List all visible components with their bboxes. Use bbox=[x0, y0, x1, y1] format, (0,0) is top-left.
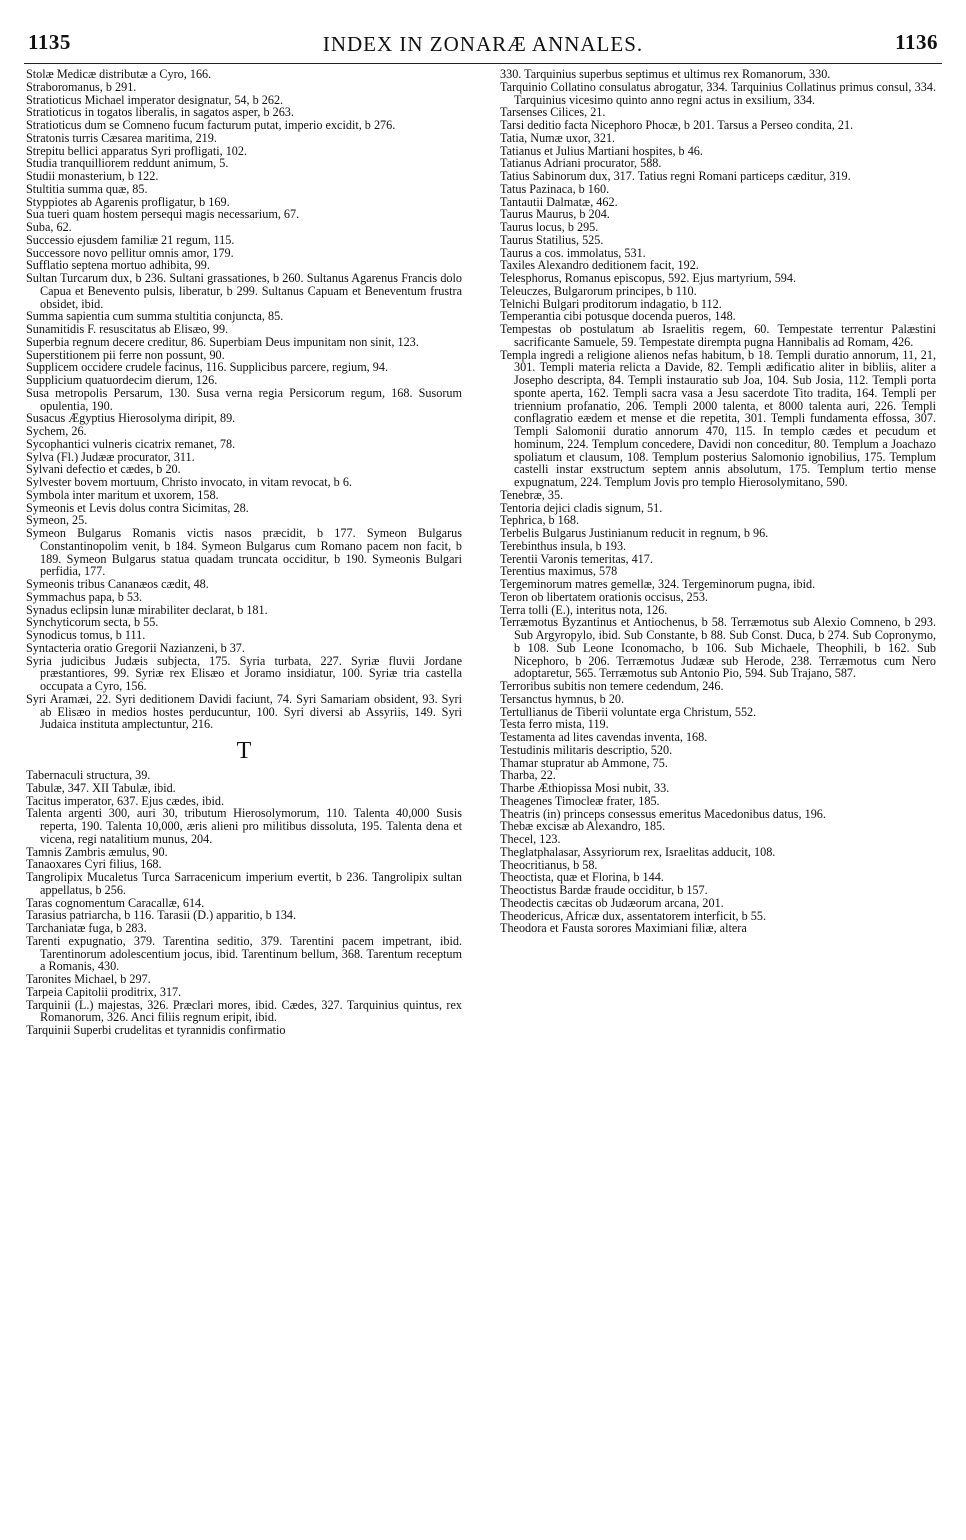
index-entry: Teron ob libertatem orationis occisus, 253. bbox=[500, 589, 708, 604]
index-entry: Terroribus subitis non temere cedendum, 246. bbox=[500, 679, 724, 693]
right-column bbox=[500, 68, 936, 935]
index-entry: Symbola inter maritum et uxorem, 158. bbox=[26, 487, 219, 502]
index-entry: Studii monasterium, b 122. bbox=[26, 169, 159, 183]
left-entries-t bbox=[26, 769, 462, 1037]
index-entry: Terra tolli (E.), interitus nota, 126. bbox=[500, 602, 668, 617]
index-entry: Terræmotus Byzantinus et Antiochenus, b 58. Terræmotus sub Alexio Comneno, b 293. Sub Argyropylo, ibid. Sub Constante, b 88. Sub Const. Duca, b 274. Sub Copronymo, b 108. Sub Leone Iconomacho, b 106. Sub Michaele, Theophili, b 162. Sub Nicephoro, b 206. Terræmotus Judææ sub Herode, 238. Terræmotus cum Nero adoptaretur, 565. Terræmotus sub Antonio Pio, 594. Sub Trajano, 587. bbox=[500, 615, 936, 681]
index-entry: Syria judicibus Judæis subjecta, 175. Syria turbata, 227. Syriæ fluvii Jordane præstantiores, 99. Syriæ rex Elisæo et Joramo insidiatur, 100. Syriæ tria castella occupata a Cyro, 156. bbox=[26, 653, 462, 693]
left-entries-s bbox=[26, 68, 462, 731]
index-entry: Straboromanus, b 291. bbox=[26, 79, 137, 94]
index-entry: Tarsenses Cilices, 21. bbox=[500, 105, 606, 120]
index-entry: Tergeminorum matres gemellæ, 324. Tergeminorum pugna, ibid. bbox=[500, 577, 816, 591]
index-entry: Studia tranquilliorem reddunt animum, 5. bbox=[26, 156, 229, 171]
index-entry: Tertullianus de Tiberii voluntate erga Christum, 552. bbox=[500, 704, 757, 719]
index-entry: Taronites Michael, b 297. bbox=[26, 972, 151, 986]
index-entry: Tatianus Adriani procurator, 588. bbox=[500, 156, 662, 171]
index-entry: Synchyticorum secta, b 55. bbox=[26, 615, 159, 630]
index-entry: Tersanctus hymnus, b 20. bbox=[500, 691, 625, 706]
index-entry: Sylvester bovem mortuum, Christo invocato, in vitam revocat, b 6. bbox=[26, 475, 352, 489]
left-column bbox=[26, 68, 462, 1037]
index-entry: Synodicus tomus, b 111. bbox=[26, 628, 146, 642]
index-entry: Theoctista, quæ et Florina, b 144. bbox=[500, 870, 664, 885]
index-entry: Suba, 62. bbox=[26, 220, 72, 234]
index-entry: Sua tueri quam hostem persequi magis necessarium, 67. bbox=[26, 207, 300, 222]
section-letter: T bbox=[236, 738, 252, 764]
index-entry: Testamenta ad lites cavendas inventa, 168. bbox=[500, 730, 708, 744]
index-entry: Stratioticus Michael imperator designatur, 54, b 262. bbox=[26, 92, 284, 107]
index-entry: Theoctistus Bardæ fraude occiditur, b 157. bbox=[500, 883, 708, 897]
index-entry: Theocritianus, b 58. bbox=[500, 857, 598, 872]
index-entry: Susa metropolis Persarum, 130. Susa verna regia Persicorum regum, 168. Susorum opulentia, 190. bbox=[26, 385, 462, 413]
index-entry: Successore novo pellitur omnis amor, 179. bbox=[26, 245, 234, 260]
index-entry: Tephrica, b 168. bbox=[500, 513, 580, 528]
index-entry: Stratioticus dum se Comneno fucum facturum putat, imperio excidit, b 276. bbox=[26, 118, 396, 132]
index-entry: Theodectis cæcitas ob Judæorum arcana, 201. bbox=[500, 895, 724, 910]
index-entry: Tarquinii Superbi crudelitas et tyrannidis confirmatio bbox=[26, 1023, 286, 1037]
index-entry: Tarchaniatæ fuga, b 283. bbox=[26, 921, 147, 935]
index-entry: Tarquinio Collatino consulatus abrogatur, 334. Tarquinius Collatinus primus consul, 334. Tarquinius vicesimo quinto anno regni actus in exsilium, 334. bbox=[500, 79, 936, 107]
index-entry: Tharbe Æthiopissa Mosi nubit, 33. bbox=[500, 781, 670, 795]
index-entry: Synadus eclipsin lunæ mirabiliter declarat, b 181. bbox=[26, 602, 268, 617]
index-entry: Thebæ excisæ ab Alexandro, 185. bbox=[500, 819, 666, 834]
index-entry: Theglatphalasar, Assyriorum rex, Israelitas adducit, 108. bbox=[500, 844, 776, 859]
index-entry: Sultan Turcarum dux, b 236. Sultani grassationes, b 260. Sultanus Agarenus Francis dolo Capua et Benevento pulsis, liberatur, b 299. Sultanus Capuam et Beneventum frustra obsidet, ibid. bbox=[26, 271, 462, 311]
index-entry: Theagenes Timocleæ frater, 185. bbox=[500, 793, 660, 808]
index-entry: Tangrolipix Mucaletus Turca Sarracenicum imperium evertit, b 236. Tangrolipix sultan appellatus, b 256. bbox=[26, 870, 462, 897]
page-number-right: 1136 bbox=[895, 30, 938, 54]
index-entry: Tabernaculi structura, 39. bbox=[26, 768, 151, 782]
page-header bbox=[22, 30, 944, 60]
index-entry: Tentoria dejici cladis signum, 51. bbox=[500, 500, 663, 515]
index-entry: Symeonis tribus Cananæos cædit, 48. bbox=[26, 577, 209, 591]
index-entry: Strepitu bellici apparatus Syri profligati, 102. bbox=[26, 143, 248, 158]
index-entry: Testudinis militaris descriptio, 520. bbox=[500, 742, 673, 757]
index-entry: Successio ejusdem familiæ 21 regum, 115. bbox=[26, 232, 235, 247]
index-entry: Syntacteria oratio Gregorii Nazianzeni, b 37. bbox=[26, 640, 245, 655]
index-entry: Symmachus papa, b 53. bbox=[26, 589, 143, 604]
index-entry: Thecel, 123. bbox=[500, 832, 561, 846]
index-entry: Tamnis Zambris æmulus, 90. bbox=[26, 844, 168, 859]
index-entry: Terbelis Bulgarus Justinianum reducit in regnum, b 96. bbox=[500, 526, 769, 540]
index-entry: Templa ingredi a religione alienos nefas habitum, b 18. Templi duratio annorum, 11, 21, 301. Templi materia relicta a Davide, 82. Templi ædificatio aliter in bibliis, aliter a Josepho descripta, 84. Templi instauratio sub Joa, 104. Sub Josia, 112. Templi porta sponte aperta, 162. Templi sacra vasa a Jesu sacerdote Tito tradita, 164. Templi per triennium profanatio, 206. Templi 2000 talenta, et 8000 talenta auri, 226. Templi conflagratio eædem et mense et die repetita, 301. Templi fundamenta effossa, 307. Templi Salomonii duratio annorum 470, 115. In templo cædes et pecudum et hominum, 224. Templum concedere, Davidi non conceditur, 80. Templum a Joachazo spoliatum et clausum, 108. Templum posterius Salomonio ignobilius, 175. Templum castelli instar exstructum septem annis absolutum, 175. Templum tertio mense expugnatum, 224. Templum Jovis pro templo Hierosolymitano, 590. bbox=[500, 347, 936, 489]
index-entry: Supplicium quatuordecim dierum, 126. bbox=[26, 373, 218, 387]
index-entry: Taurus Maurus, b 204. bbox=[500, 207, 610, 222]
index-entry: Susacus Ægyptius Hierosolyma diripit, 89. bbox=[26, 411, 236, 426]
index-entry: Sychem, 26. bbox=[26, 424, 87, 438]
index-entry: Tanaoxares Cyri filius, 168. bbox=[26, 857, 162, 872]
index-entry: Sycophantici vulneris cicatrix remanet, 78. bbox=[26, 436, 236, 451]
index-entry: Taurus a cos. immolatus, 531. bbox=[500, 245, 646, 260]
index-entry: Thamar stupratur ab Ammone, 75. bbox=[500, 755, 668, 770]
index-entry: Taurus locus, b 295. bbox=[500, 220, 599, 234]
index-entry: Syri Aramæi, 22. Syri deditionem Davidi faciunt, 74. Syri Samariam obsident, 93. Syri ab Elisæo in medios hostes perducuntur, 100. Syri diversi ab Assyriis, 149. Syri Judaica instituta amplectuntur, 216. bbox=[26, 691, 462, 732]
header-rule bbox=[24, 63, 942, 64]
running-title: INDEX IN ZONARÆ ANNALES. bbox=[322, 32, 644, 56]
index-entry: Tacitus imperator, 637. Ejus cædes, ibid. bbox=[26, 793, 225, 808]
index-entry: Stratioticus in togatos liberalis, in sagatos asper, b 263. bbox=[26, 105, 294, 120]
index-entry: Tenebræ, 35. bbox=[500, 487, 564, 502]
index-entry: Theodericus, Africæ dux, assentatorem interficit, b 55. bbox=[500, 908, 767, 923]
index-entry: Tatia, Numæ uxor, 321. bbox=[500, 130, 616, 145]
index-entry: 330. Tarquinius superbus septimus et ultimus rex Romanorum, 330. bbox=[500, 67, 831, 81]
index-entry: Telnichi Bulgari proditorum indagatio, b 112. bbox=[500, 296, 722, 311]
index-entry: Terentius maximus, 578 bbox=[500, 564, 618, 579]
index-entry: Tarenti expugnatio, 379. Tarentina seditio, 379. Tarentini pacem impetrant, ibid. Tarentinorum adolescentium jocus, ibid. Tarentinum bellum, 368. Tarentum receptum a Romanis, 430. bbox=[26, 933, 462, 974]
index-entry: Taras cognomentum Caracallæ, 614. bbox=[26, 895, 205, 910]
index-entry: Tarquinii (L.) majestas, 326. Præclari mores, ibid. Cædes, 327. Tarquinius quintus, rex Romanorum, 326. Anci filiis regnum eripit, ibid. bbox=[26, 997, 462, 1025]
index-entry: Styppiotes ab Agarenis profligatur, b 169. bbox=[26, 194, 230, 209]
index-entry: Tarasius patriarcha, b 116. Tarasii (D.) apparitio, b 134. bbox=[26, 908, 297, 923]
index-entry: Sufflatio septena mortuo adhibita, 99. bbox=[26, 258, 210, 273]
index-entry: Superbia regnum decere creditur, 86. Superbiam Deus impunitam non sinit, 123. bbox=[26, 334, 419, 349]
index-entry: Stolæ Medicæ distributæ a Cyro, 166. bbox=[26, 67, 212, 81]
index-entry: Tarsi deditio facta Nicephoro Phocæ, b 201. Tarsus a Perseo condita, 21. bbox=[500, 118, 854, 132]
index-entry: Teleuczes, Bulgarorum principes, b 110. bbox=[500, 283, 697, 298]
index-entry: Symeon, 25. bbox=[26, 513, 88, 528]
index-entry: Tatianus et Julius Martiani hospites, b 46. bbox=[500, 143, 703, 158]
index-entry: Telesphorus, Romanus episcopus, 592. Ejus martyrium, 594. bbox=[500, 271, 797, 285]
page-number-left: 1135 bbox=[28, 30, 71, 54]
index-entry: Superstitionem pii ferre non possunt, 90. bbox=[26, 347, 225, 362]
index-entry: Symeon Bulgarus Romanis victis nasos præcidit, b 177. Symeon Bulgarus Constantinopolim venit, b 184. Symeon Bulgarus cum Romano pacem non facit, b 189. Symeon Bulgarus statua quadam truncata occiditur, b 190. Symeonis Bulgari perfidia, 177. bbox=[26, 526, 462, 579]
index-entry: Taxiles Alexandro deditionem facit, 192. bbox=[500, 258, 699, 273]
index-entry: Tantautii Dalmatæ, 462. bbox=[500, 194, 618, 209]
index-entry: Tharba, 22. bbox=[500, 768, 556, 783]
index-entry: Temperantia cibi potusque docenda pueros, 148. bbox=[500, 309, 736, 324]
index-entry: Sylva (Fl.) Judææ procurator, 311. bbox=[26, 449, 195, 464]
index-entry: Tempestas ob postulatum ab Israelitis regem, 60. Tempestate terrentur Palæstini sacrificante Samuele, 59. Tempestate dirempta pugna Hannibalis ad Romam, 426. bbox=[500, 322, 936, 349]
index-entry: Testa ferro mista, 119. bbox=[500, 717, 609, 732]
index-entry: Tatius Sabinorum dux, 317. Tatius regni Romani particeps cæditur, 319. bbox=[500, 169, 851, 183]
index-entry: Sunamitidis F. resuscitatus ab Elisæo, 99. bbox=[26, 322, 229, 336]
index-entry: Tarpeia Capitolii proditrix, 317. bbox=[26, 984, 182, 999]
index-entry: Stultitia summa quæ, 85. bbox=[26, 181, 148, 196]
index-entry: Tabulæ, 347. XII Tabulæ, ibid. bbox=[26, 780, 176, 795]
index-entry: Stratonis turris Cæsarea maritima, 219. bbox=[26, 130, 217, 145]
index-entry: Symeonis et Levis dolus contra Sicimitas, 28. bbox=[26, 500, 249, 515]
index-entry: Terentii Varonis temeritas, 417. bbox=[500, 551, 653, 566]
index-entry: Theodora et Fausta sorores Maximiani filiæ, altera bbox=[500, 921, 747, 936]
index-entry: Taurus Statilius, 525. bbox=[500, 232, 604, 247]
index-entry: Talenta argenti 300, auri 30, tributum Hierosolymorum, 110. Talenta 40,000 Susis reperta, 190. Talenta 10,000, æris alieni pro militibus dissoluta, 195. Talenta dena et vicena, regi natalitium munus, 204. bbox=[26, 806, 462, 846]
index-entry: Terebinthus insula, b 193. bbox=[500, 538, 627, 553]
index-entry: Theatris (in) princeps consessus emeritus Macedonibus datus, 196. bbox=[500, 806, 826, 821]
index-entry: Tatus Pazinaca, b 160. bbox=[500, 181, 610, 196]
index-entry: Sylvani defectio et cædes, b 20. bbox=[26, 462, 181, 477]
index-entry: Summa sapientia cum summa stultitia conjuncta, 85. bbox=[26, 309, 284, 324]
index-entry: Supplicem occidere crudele facinus, 116. Supplicibus parcere, regium, 94. bbox=[26, 360, 389, 375]
